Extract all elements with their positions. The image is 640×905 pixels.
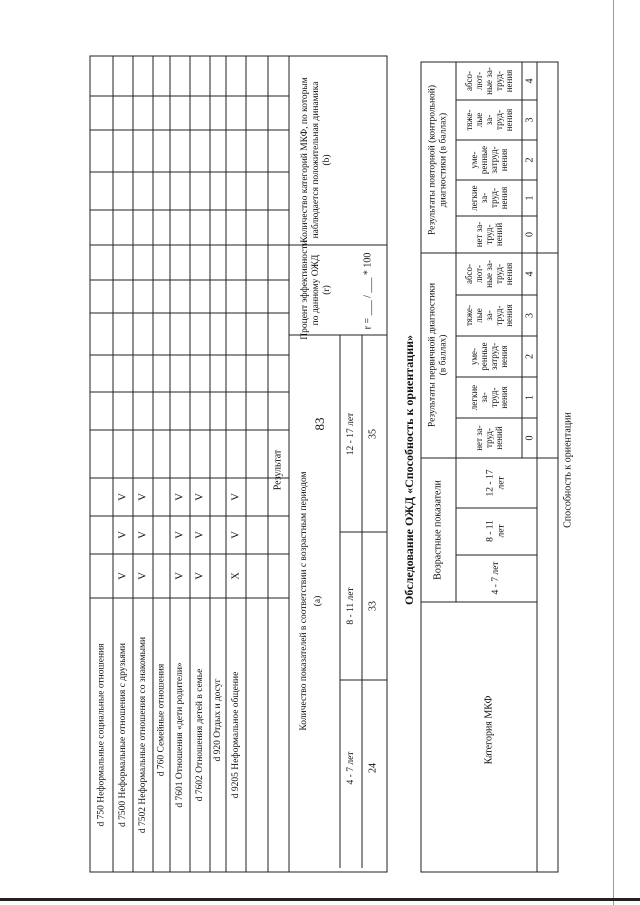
icf-mark: V bbox=[174, 572, 186, 580]
result-age-value: 35 bbox=[367, 429, 379, 439]
table2-grade-label: тяже- bbox=[464, 109, 474, 131]
result-col-r-title: по данному ОЖД bbox=[311, 254, 321, 326]
table2-grade-label: нения bbox=[504, 108, 514, 132]
table2-grade-label: труд- bbox=[494, 71, 504, 91]
table2-grade-label: труд- bbox=[494, 110, 504, 130]
table2-grade-label: за- bbox=[484, 310, 494, 321]
icf-mark: V bbox=[137, 493, 149, 501]
table2-grade-label: лют- bbox=[474, 71, 484, 91]
icf-mark: V bbox=[230, 531, 242, 539]
table2-grade-label: тяже- bbox=[464, 304, 474, 327]
table2-age-label: лет bbox=[496, 476, 507, 490]
table2-grade-label: труд- bbox=[489, 188, 499, 208]
table2-grade-label: ренные bbox=[479, 145, 489, 175]
icf-row-label: d 7602 Отношения детей в семье bbox=[195, 668, 205, 802]
result-col-a-symbol: (а) bbox=[313, 595, 323, 607]
icf-mark: V bbox=[194, 572, 206, 580]
result-col-a-title: Количество показателей в соответствии с возрастным периодом bbox=[299, 471, 309, 731]
icf-row-label: d 760 Семейные отношения bbox=[156, 663, 167, 777]
table2-grade-label: лые bbox=[474, 112, 484, 128]
icf-row-label: d 7601 Отношения «дети родители» bbox=[175, 662, 185, 808]
table2-grade-label: за- bbox=[484, 114, 494, 126]
icf-mark: V bbox=[117, 572, 129, 580]
table2-grade-label: труд- bbox=[494, 305, 504, 326]
table2-grade-label: за- bbox=[479, 392, 489, 403]
icf-row-label: d 750 Неформальные социальные отношения bbox=[96, 643, 107, 827]
table2-primary-header: (в баллах) bbox=[438, 334, 449, 376]
table2-score: 2 bbox=[524, 157, 536, 163]
result-col-b-title: Количество категорий МКФ, по которым bbox=[300, 77, 310, 243]
table2-grade-label: абсо- bbox=[464, 70, 474, 92]
icf-mark: V bbox=[117, 531, 129, 539]
table2-grade-label: нений bbox=[494, 426, 504, 450]
table2-grade-label: ные за- bbox=[484, 67, 494, 95]
table2-grade-label: затруд- bbox=[489, 342, 499, 371]
table2-score: 0 bbox=[524, 232, 536, 237]
table2-grade-label: нения bbox=[499, 148, 509, 172]
result-heading: Результат bbox=[272, 449, 284, 491]
table2-age-header: Возрастные показатели bbox=[432, 480, 444, 580]
table2-grade-label: нения bbox=[499, 386, 509, 409]
page-number: 83 bbox=[312, 417, 327, 431]
table2-grade-label: абсо- bbox=[464, 263, 474, 285]
table2-score: 4 bbox=[524, 78, 536, 84]
table2-grade-label: уме- bbox=[469, 151, 479, 169]
table2-score: 1 bbox=[524, 195, 536, 201]
table2-grade-label: уме- bbox=[469, 347, 479, 366]
section-title: Обследование ОЖД «Способность к ориентации» bbox=[402, 334, 416, 606]
table2-grade-label: ные за- bbox=[484, 260, 494, 288]
table2-grade-label: нения bbox=[504, 69, 514, 93]
table2-age-label: 8 - 11 bbox=[485, 520, 496, 542]
table2-footer-row: Способность к ориентации bbox=[562, 412, 574, 528]
icf-mark: V bbox=[194, 493, 206, 501]
table2-grade-label: труд- bbox=[494, 264, 504, 284]
table2-primary-header: Результаты первичной диагностики bbox=[427, 282, 438, 428]
result-age-label: 8 - 11 лет bbox=[346, 587, 356, 625]
result-formula: r = ___ / ___ * 100 bbox=[362, 252, 374, 330]
table2-repeat-header: Результаты повторной (контрольной) bbox=[427, 84, 438, 236]
result-col-b-title: наблюдается положительная динамика bbox=[311, 81, 321, 239]
icf-row-label: d 7502 Неформальные отношения со знакомыми bbox=[138, 636, 148, 834]
icf-mark: V bbox=[230, 493, 242, 501]
result-age-label: 4 - 7 лет bbox=[346, 751, 356, 785]
result-age-value: 24 bbox=[367, 763, 379, 773]
table2-grade-label: нет за- bbox=[474, 221, 484, 248]
table2-grade-label: ренные bbox=[479, 342, 489, 371]
icf-mark: V bbox=[117, 493, 129, 501]
icf-mark: X bbox=[230, 572, 242, 580]
icf-mark: V bbox=[137, 531, 149, 539]
table2-grade-label: затруд- bbox=[489, 146, 499, 174]
table2-age-label: 4 - 7 лет bbox=[491, 561, 501, 595]
icf-mark: V bbox=[137, 572, 149, 580]
result-age-value: 33 bbox=[367, 601, 379, 611]
table2-grade-label: лые bbox=[474, 308, 484, 323]
table2-repeat-header: диагностики (в баллах) bbox=[438, 112, 449, 208]
icf-row-label: d 9205 Неформальное общение bbox=[231, 671, 241, 799]
table2-grade-label: нения bbox=[499, 345, 509, 368]
table2-category-header: Категория МКФ bbox=[483, 695, 495, 765]
table2-grade-label: лют- bbox=[474, 264, 484, 284]
table2-grade-label: нения bbox=[504, 262, 514, 286]
icf-mark: V bbox=[174, 493, 186, 501]
table2-grade-label: нения bbox=[499, 186, 509, 210]
table2-grade-label: нет за- bbox=[474, 425, 484, 451]
result-col-r-title: (r) bbox=[322, 285, 332, 295]
result-col-r-title: Процент эффективности bbox=[300, 240, 310, 340]
table2-score: 4 bbox=[524, 271, 536, 277]
table2-score: 0 bbox=[524, 435, 536, 441]
icf-mark: V bbox=[194, 531, 206, 539]
table2-age-label: 12 - 17 bbox=[485, 469, 496, 497]
table2-grade-label: труд- bbox=[484, 428, 494, 448]
table2-grade-label: нения bbox=[504, 304, 514, 327]
icf-row-label: d 920 Отдых и досуг bbox=[213, 678, 223, 762]
table2-grade-label: нений bbox=[494, 222, 504, 247]
table2-score: 3 bbox=[524, 117, 536, 123]
table2-score: 3 bbox=[524, 313, 536, 318]
table2-score: 1 bbox=[524, 395, 536, 400]
table2-age-label: лет bbox=[496, 524, 507, 538]
icf-mark: V bbox=[174, 531, 186, 539]
table2-grade-label: труд- bbox=[489, 387, 499, 408]
table2-grade-label: легкие bbox=[469, 384, 479, 411]
table2-grade-label: легкие bbox=[469, 185, 479, 211]
table-text-layer bbox=[96, 67, 574, 833]
table2-grade-label: за- bbox=[479, 192, 489, 204]
icf-row-label: d 7500 Неформальные отношения с друзьями bbox=[118, 643, 128, 827]
result-col-b-title: (b) bbox=[322, 154, 332, 166]
result-age-label: 12 - 17 лет bbox=[346, 412, 356, 456]
table2-score: 2 bbox=[524, 354, 536, 359]
table2-grade-label: труд- bbox=[484, 224, 494, 245]
